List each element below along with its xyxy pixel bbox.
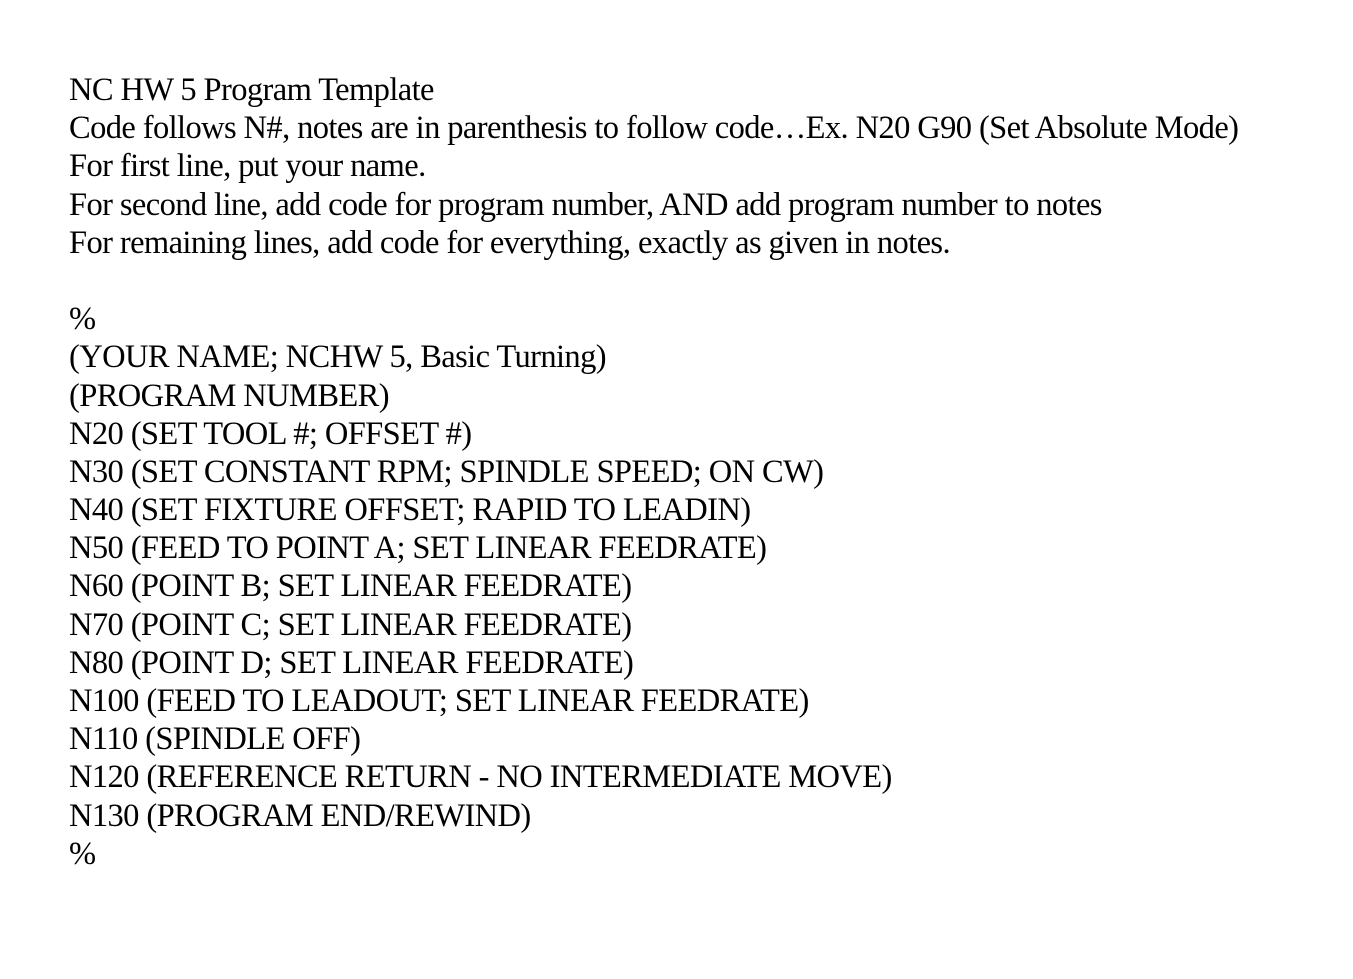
instruction-line: Code follows N#, notes are in parenthesis to follow code…Ex. N20 G90 (Set Absolute Mode): [69, 110, 1239, 147]
program-end-marker: %: [69, 835, 96, 872]
program-line: N110 (SPINDLE OFF): [69, 721, 361, 758]
document-body: [69, 71, 1339, 873]
program-line: N50 (FEED TO POINT A; SET LINEAR FEEDRATE): [69, 530, 767, 567]
program-line: N120 (REFERENCE RETURN - NO INTERMEDIATE MOVE): [69, 759, 892, 796]
blank-line: [69, 262, 1339, 300]
program-line: N40 (SET FIXTURE OFFSET; RAPID TO LEADIN): [69, 492, 751, 529]
instruction-line: For second line, add code for program number, AND add program number to notes: [69, 186, 1102, 223]
document-title: NC HW 5 Program Template: [69, 72, 434, 108]
instruction-line: For first line, put your name.: [69, 148, 426, 185]
program-line: N70 (POINT C; SET LINEAR FEEDRATE): [69, 606, 632, 643]
instruction-line: For remaining lines, add code for everything, exactly as given in notes.: [69, 224, 950, 261]
program-line: N80 (POINT D; SET LINEAR FEEDRATE): [69, 644, 634, 681]
program-start-marker: %: [69, 301, 96, 338]
program-line: N20 (SET TOOL #; OFFSET #): [69, 415, 472, 452]
program-line: (PROGRAM NUMBER): [69, 377, 389, 414]
program-line: N100 (FEED TO LEADOUT; SET LINEAR FEEDRATE): [69, 683, 809, 719]
program-line: (YOUR NAME; NCHW 5, Basic Turning): [69, 339, 606, 376]
program-line: N60 (POINT B; SET LINEAR FEEDRATE): [69, 568, 632, 605]
program-line: N130 (PROGRAM END/REWIND): [69, 797, 531, 834]
program-line: N30 (SET CONSTANT RPM; SPINDLE SPEED; ON CW): [69, 453, 824, 490]
